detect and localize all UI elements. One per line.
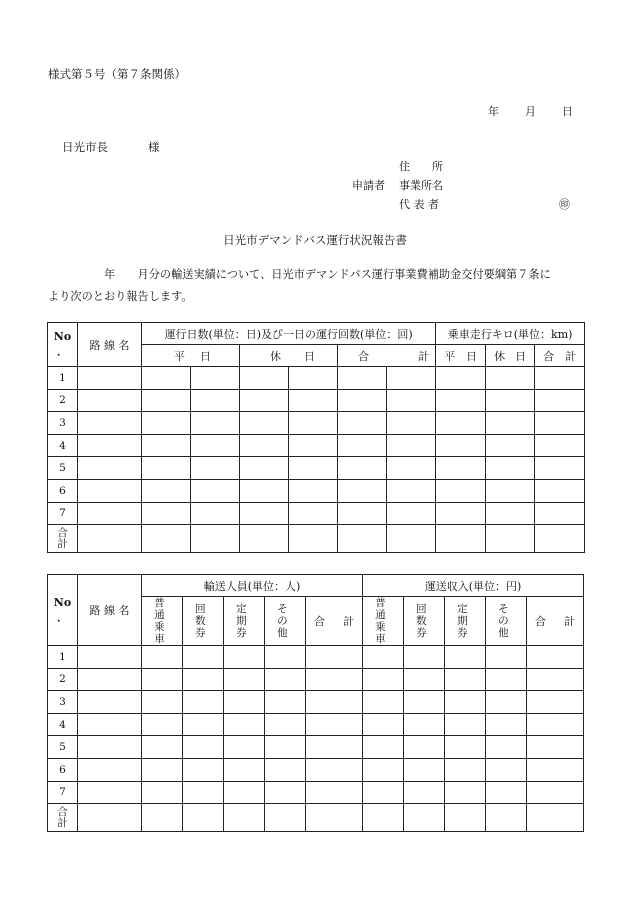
document-title: 日光市デマンドバス運行状況報告書 [223, 233, 407, 247]
header-text: 回 数 [416, 603, 432, 627]
row-label-cell: 3 [48, 691, 78, 714]
entry-cell[interactable] [527, 804, 584, 832]
entry-cell[interactable] [142, 525, 191, 553]
table-row [48, 691, 584, 714]
entry-cell[interactable] [265, 804, 306, 832]
entry-cell[interactable] [387, 412, 436, 435]
header-text: 他 [277, 627, 293, 639]
entry-cell[interactable] [289, 502, 338, 525]
header-text: 定 期 [236, 603, 252, 627]
entry-cell[interactable] [191, 479, 240, 502]
entry-cell[interactable] [240, 479, 289, 502]
entry-cell[interactable] [436, 412, 486, 435]
entry-cell[interactable] [78, 804, 142, 832]
entry-cell[interactable] [306, 736, 363, 759]
header-text: 休 [270, 349, 281, 363]
entry-cell[interactable] [387, 479, 436, 502]
entry-cell[interactable] [445, 668, 486, 691]
entry-cell[interactable] [183, 736, 224, 759]
entry-cell[interactable] [387, 457, 436, 480]
ride-km-header: 乗車走行キロ(単位：km) [436, 323, 585, 345]
table-row [48, 758, 584, 781]
entry-cell[interactable] [527, 646, 584, 669]
entry-cell[interactable] [486, 525, 535, 553]
header-text: 他 [498, 627, 514, 639]
revenue-coupon-header [404, 597, 445, 646]
header-text: 合 [314, 615, 325, 628]
entry-cell[interactable] [363, 713, 404, 736]
entry-cell[interactable] [78, 781, 142, 804]
entry-cell[interactable] [306, 781, 363, 804]
entry-cell[interactable] [240, 502, 289, 525]
body-text [48, 264, 588, 308]
entry-cell[interactable] [486, 668, 527, 691]
passengers-commuter-header [224, 597, 265, 646]
table-row [48, 668, 584, 691]
entry-cell[interactable] [289, 479, 338, 502]
revenue-commuter-header [445, 597, 486, 646]
entry-cell[interactable] [486, 434, 535, 457]
entry-cell[interactable] [224, 781, 265, 804]
entry-cell[interactable] [535, 525, 585, 553]
entry-cell[interactable] [486, 502, 535, 525]
entry-cell[interactable] [191, 502, 240, 525]
entry-cell[interactable] [535, 502, 585, 525]
passengers-coupon-header [183, 597, 224, 646]
header-text: 合 [535, 615, 547, 628]
table-row [48, 457, 585, 480]
route-name-header: 路 線 名 [78, 575, 142, 646]
entry-cell[interactable] [363, 736, 404, 759]
entry-cell[interactable] [535, 367, 585, 390]
entry-cell[interactable] [338, 389, 387, 412]
entry-cell[interactable] [404, 804, 445, 832]
row-label-cell [48, 804, 78, 832]
entry-cell[interactable] [191, 457, 240, 480]
date-month: 月 [525, 105, 536, 118]
total-row [48, 804, 584, 832]
transport-revenue-table [47, 574, 584, 832]
row-label-cell: 4 [48, 713, 78, 736]
entry-cell[interactable] [191, 434, 240, 457]
header-text: 券 [236, 627, 252, 639]
entry-cell[interactable] [445, 691, 486, 714]
route-name-header: 路 線 名 [78, 323, 142, 367]
header-text: 定 期 [457, 603, 473, 627]
addressee [62, 139, 160, 155]
entry-cell[interactable] [289, 525, 338, 553]
entry-cell[interactable] [527, 781, 584, 804]
header-text: 合 [358, 349, 369, 363]
header-text: 合 [543, 349, 555, 363]
weekday-header [142, 345, 240, 367]
entry-cell[interactable] [78, 691, 142, 714]
header-text: 日 [304, 349, 315, 363]
entry-cell[interactable] [387, 389, 436, 412]
date-year: 年 [488, 105, 499, 118]
operation-days-header: 運行日数(単位：日)及び一日の運行回数(単位：回) [142, 323, 436, 345]
header-text: No [53, 595, 72, 609]
seal-mark: ㊞ [559, 198, 570, 211]
header-text: 計 [57, 537, 68, 550]
entry-cell[interactable] [289, 434, 338, 457]
header-text: 普 通 [154, 597, 170, 621]
applicant-label: 申請者 [352, 179, 385, 192]
entry-cell[interactable] [306, 668, 363, 691]
entry-cell[interactable] [436, 525, 486, 553]
entry-cell[interactable] [445, 804, 486, 832]
entry-cell[interactable] [486, 389, 535, 412]
revenue-header: 運送収入(単位：円) [363, 575, 584, 597]
entry-cell[interactable] [486, 646, 527, 669]
entry-cell[interactable] [224, 758, 265, 781]
holiday-header [240, 345, 338, 367]
passengers-regular-header [142, 597, 183, 646]
entry-cell[interactable] [78, 412, 142, 435]
row-label-cell: 2 [48, 389, 78, 412]
entry-cell[interactable] [289, 457, 338, 480]
entry-cell[interactable] [183, 758, 224, 781]
entry-cell[interactable] [338, 525, 387, 553]
km-holiday-header [486, 345, 535, 367]
entry-cell[interactable] [338, 412, 387, 435]
header-text: 券 [457, 627, 473, 639]
header-text: そ の [498, 603, 514, 627]
entry-cell[interactable] [224, 713, 265, 736]
row-label-cell: 6 [48, 479, 78, 502]
entry-cell[interactable] [240, 367, 289, 390]
addressee-honorific: 様 [148, 140, 160, 154]
entry-cell[interactable] [363, 758, 404, 781]
km-weekday-header [436, 345, 486, 367]
entry-cell[interactable] [224, 804, 265, 832]
no-header [48, 575, 78, 646]
row-label-cell: 2 [48, 668, 78, 691]
table-row [48, 389, 585, 412]
entry-cell[interactable] [535, 389, 585, 412]
entry-cell[interactable] [142, 412, 191, 435]
entry-cell[interactable] [527, 758, 584, 781]
entry-cell[interactable] [306, 646, 363, 669]
entry-cell[interactable] [445, 713, 486, 736]
entry-cell[interactable] [265, 758, 306, 781]
passengers-total-header [306, 597, 363, 646]
passengers-other-header [265, 597, 306, 646]
row-label-cell: 6 [48, 758, 78, 781]
header-text: 乗 車 [375, 621, 391, 645]
entry-cell[interactable] [404, 668, 445, 691]
entry-cell[interactable] [265, 736, 306, 759]
entry-cell[interactable] [436, 502, 486, 525]
entry-cell[interactable] [289, 389, 338, 412]
entry-cell[interactable] [78, 502, 142, 525]
entry-cell[interactable] [486, 412, 535, 435]
revenue-other-header [486, 597, 527, 646]
table-row [48, 502, 585, 525]
entry-cell[interactable] [265, 646, 306, 669]
entry-cell[interactable] [338, 479, 387, 502]
entry-cell[interactable] [142, 804, 183, 832]
entry-cell[interactable] [183, 668, 224, 691]
header-text: 平 [444, 349, 456, 363]
entry-cell[interactable] [404, 713, 445, 736]
entry-cell[interactable] [183, 781, 224, 804]
entry-cell[interactable] [142, 713, 183, 736]
entry-cell[interactable] [445, 736, 486, 759]
entry-cell[interactable] [527, 691, 584, 714]
entry-cell[interactable] [191, 367, 240, 390]
header-text: 計 [57, 816, 68, 829]
km-total-header [535, 345, 585, 367]
entry-cell[interactable] [191, 412, 240, 435]
entry-cell[interactable] [78, 434, 142, 457]
entry-cell[interactable] [183, 646, 224, 669]
row-label-cell: 7 [48, 781, 78, 804]
entry-cell[interactable] [436, 389, 486, 412]
entry-cell[interactable] [142, 367, 191, 390]
subtotal-header [338, 345, 436, 367]
header-text: 合 [57, 526, 68, 539]
row-label-cell [48, 525, 78, 553]
row-label-cell: 1 [48, 646, 78, 669]
entry-cell[interactable] [363, 804, 404, 832]
entry-cell[interactable] [78, 479, 142, 502]
entry-cell[interactable] [527, 713, 584, 736]
entry-cell[interactable] [306, 691, 363, 714]
entry-cell[interactable] [486, 758, 527, 781]
entry-cell[interactable] [306, 713, 363, 736]
entry-cell[interactable] [224, 668, 265, 691]
entry-cell[interactable] [535, 434, 585, 457]
header-text: ． [57, 610, 68, 624]
entry-cell[interactable] [404, 781, 445, 804]
table-row [48, 434, 585, 457]
entry-cell[interactable] [78, 668, 142, 691]
entry-cell[interactable] [338, 502, 387, 525]
row-label-cell: 4 [48, 434, 78, 457]
body-line-2: より次のとおり報告します。 [48, 290, 193, 303]
entry-cell[interactable] [142, 389, 191, 412]
row-label-cell: 5 [48, 457, 78, 480]
header-text: 合 [57, 805, 68, 818]
header-text: 日 [200, 349, 211, 363]
entry-cell[interactable] [436, 479, 486, 502]
entry-cell[interactable] [240, 434, 289, 457]
entry-cell[interactable] [289, 367, 338, 390]
entry-cell[interactable] [142, 502, 191, 525]
entry-cell[interactable] [486, 457, 535, 480]
no-header [48, 323, 78, 367]
entry-cell[interactable] [142, 758, 183, 781]
table-row [48, 781, 584, 804]
row-label-cell: 1 [48, 367, 78, 390]
entry-cell[interactable] [78, 713, 142, 736]
entry-cell[interactable] [486, 691, 527, 714]
entry-cell[interactable] [142, 646, 183, 669]
entry-cell[interactable] [387, 525, 436, 553]
header-text: 計 [418, 349, 430, 363]
entry-cell[interactable] [142, 457, 191, 480]
table-row [48, 646, 584, 669]
entry-cell[interactable] [436, 457, 486, 480]
total-row [48, 525, 585, 553]
date-day: 日 [562, 105, 573, 118]
entry-cell[interactable] [436, 367, 486, 390]
entry-cell[interactable] [445, 758, 486, 781]
entry-cell[interactable] [387, 367, 436, 390]
entry-cell[interactable] [78, 367, 142, 390]
header-text: そ の [277, 603, 293, 627]
entry-cell[interactable] [387, 434, 436, 457]
entry-cell[interactable] [436, 434, 486, 457]
entry-cell[interactable] [486, 479, 535, 502]
entry-cell[interactable] [183, 804, 224, 832]
table-row [48, 479, 585, 502]
header-text: 券 [195, 627, 211, 639]
header-text: 日 [515, 349, 527, 363]
entry-cell[interactable] [387, 502, 436, 525]
entry-cell[interactable] [486, 367, 535, 390]
entry-cell[interactable] [363, 668, 404, 691]
entry-cell[interactable] [183, 691, 224, 714]
table-row [48, 713, 584, 736]
entry-cell[interactable] [240, 389, 289, 412]
entry-cell[interactable] [338, 434, 387, 457]
applicant-representative-label: 代 表 者 [399, 198, 439, 211]
entry-cell[interactable] [191, 389, 240, 412]
entry-cell[interactable] [265, 781, 306, 804]
entry-cell[interactable] [142, 479, 191, 502]
entry-cell[interactable] [404, 758, 445, 781]
entry-cell[interactable] [142, 434, 191, 457]
table-row [48, 736, 584, 759]
entry-cell[interactable] [78, 736, 142, 759]
header-text: 計 [343, 615, 355, 628]
header-text: 普 通 [375, 597, 391, 621]
entry-cell[interactable] [224, 691, 265, 714]
applicant-office-label: 事業所名 [399, 179, 443, 192]
entry-cell[interactable] [78, 389, 142, 412]
entry-cell[interactable] [240, 412, 289, 435]
entry-cell[interactable] [527, 668, 584, 691]
entry-cell[interactable] [306, 758, 363, 781]
entry-cell[interactable] [445, 781, 486, 804]
entry-cell[interactable] [404, 736, 445, 759]
entry-cell[interactable] [183, 713, 224, 736]
entry-cell[interactable] [142, 736, 183, 759]
form-number: 様式第５号（第７条関係） [48, 67, 186, 81]
header-text: 券 [416, 627, 432, 639]
entry-cell[interactable] [486, 804, 527, 832]
entry-cell[interactable] [240, 457, 289, 480]
revenue-regular-header [363, 597, 404, 646]
entry-cell[interactable] [78, 525, 142, 553]
entry-cell[interactable] [142, 781, 183, 804]
header-text: 計 [565, 349, 577, 363]
entry-cell[interactable] [535, 412, 585, 435]
header-text: 回 数 [195, 603, 211, 627]
entry-cell[interactable] [486, 713, 527, 736]
entry-cell[interactable] [289, 412, 338, 435]
header-text: 乗 車 [154, 621, 170, 645]
header-text: ． [57, 345, 68, 358]
passengers-header: 輸送人員(単位：人) [142, 575, 363, 597]
addressee-name: 日光市長 [62, 140, 108, 154]
applicant-address-label: 住 所 [399, 160, 443, 173]
body-line-1: 年 月分の輸送実績について、日光市デマンドバス運行事業費補助金交付要綱第７条に [48, 268, 551, 281]
entry-cell[interactable] [224, 736, 265, 759]
entry-cell[interactable] [78, 457, 142, 480]
entry-cell[interactable] [191, 525, 240, 553]
entry-cell[interactable] [363, 691, 404, 714]
table-row [48, 412, 585, 435]
entry-cell[interactable] [363, 646, 404, 669]
entry-cell[interactable] [404, 691, 445, 714]
entry-cell[interactable] [486, 736, 527, 759]
entry-cell[interactable] [142, 691, 183, 714]
entry-cell[interactable] [265, 691, 306, 714]
date-line [488, 103, 573, 119]
entry-cell[interactable] [224, 646, 265, 669]
header-text: No [53, 330, 72, 343]
entry-cell[interactable] [265, 713, 306, 736]
entry-cell[interactable] [404, 646, 445, 669]
entry-cell[interactable] [306, 804, 363, 832]
entry-cell[interactable] [78, 758, 142, 781]
row-label-cell: 7 [48, 502, 78, 525]
entry-cell[interactable] [486, 781, 527, 804]
header-text: 休 [494, 349, 506, 363]
entry-cell[interactable] [527, 736, 584, 759]
entry-cell[interactable] [363, 781, 404, 804]
table-row [48, 367, 585, 390]
entry-cell[interactable] [338, 457, 387, 480]
entry-cell[interactable] [535, 457, 585, 480]
entry-cell[interactable] [338, 367, 387, 390]
entry-cell[interactable] [240, 525, 289, 553]
operation-days-table [47, 322, 585, 553]
entry-cell[interactable] [78, 646, 142, 669]
entry-cell[interactable] [265, 668, 306, 691]
revenue-total-header [527, 597, 584, 646]
header-text: 計 [564, 615, 576, 628]
entry-cell[interactable] [535, 479, 585, 502]
row-label-cell: 5 [48, 736, 78, 759]
entry-cell[interactable] [445, 646, 486, 669]
entry-cell[interactable] [142, 668, 183, 691]
header-text: 日 [466, 349, 478, 363]
header-text: 平 [174, 349, 185, 363]
row-label-cell: 3 [48, 412, 78, 435]
